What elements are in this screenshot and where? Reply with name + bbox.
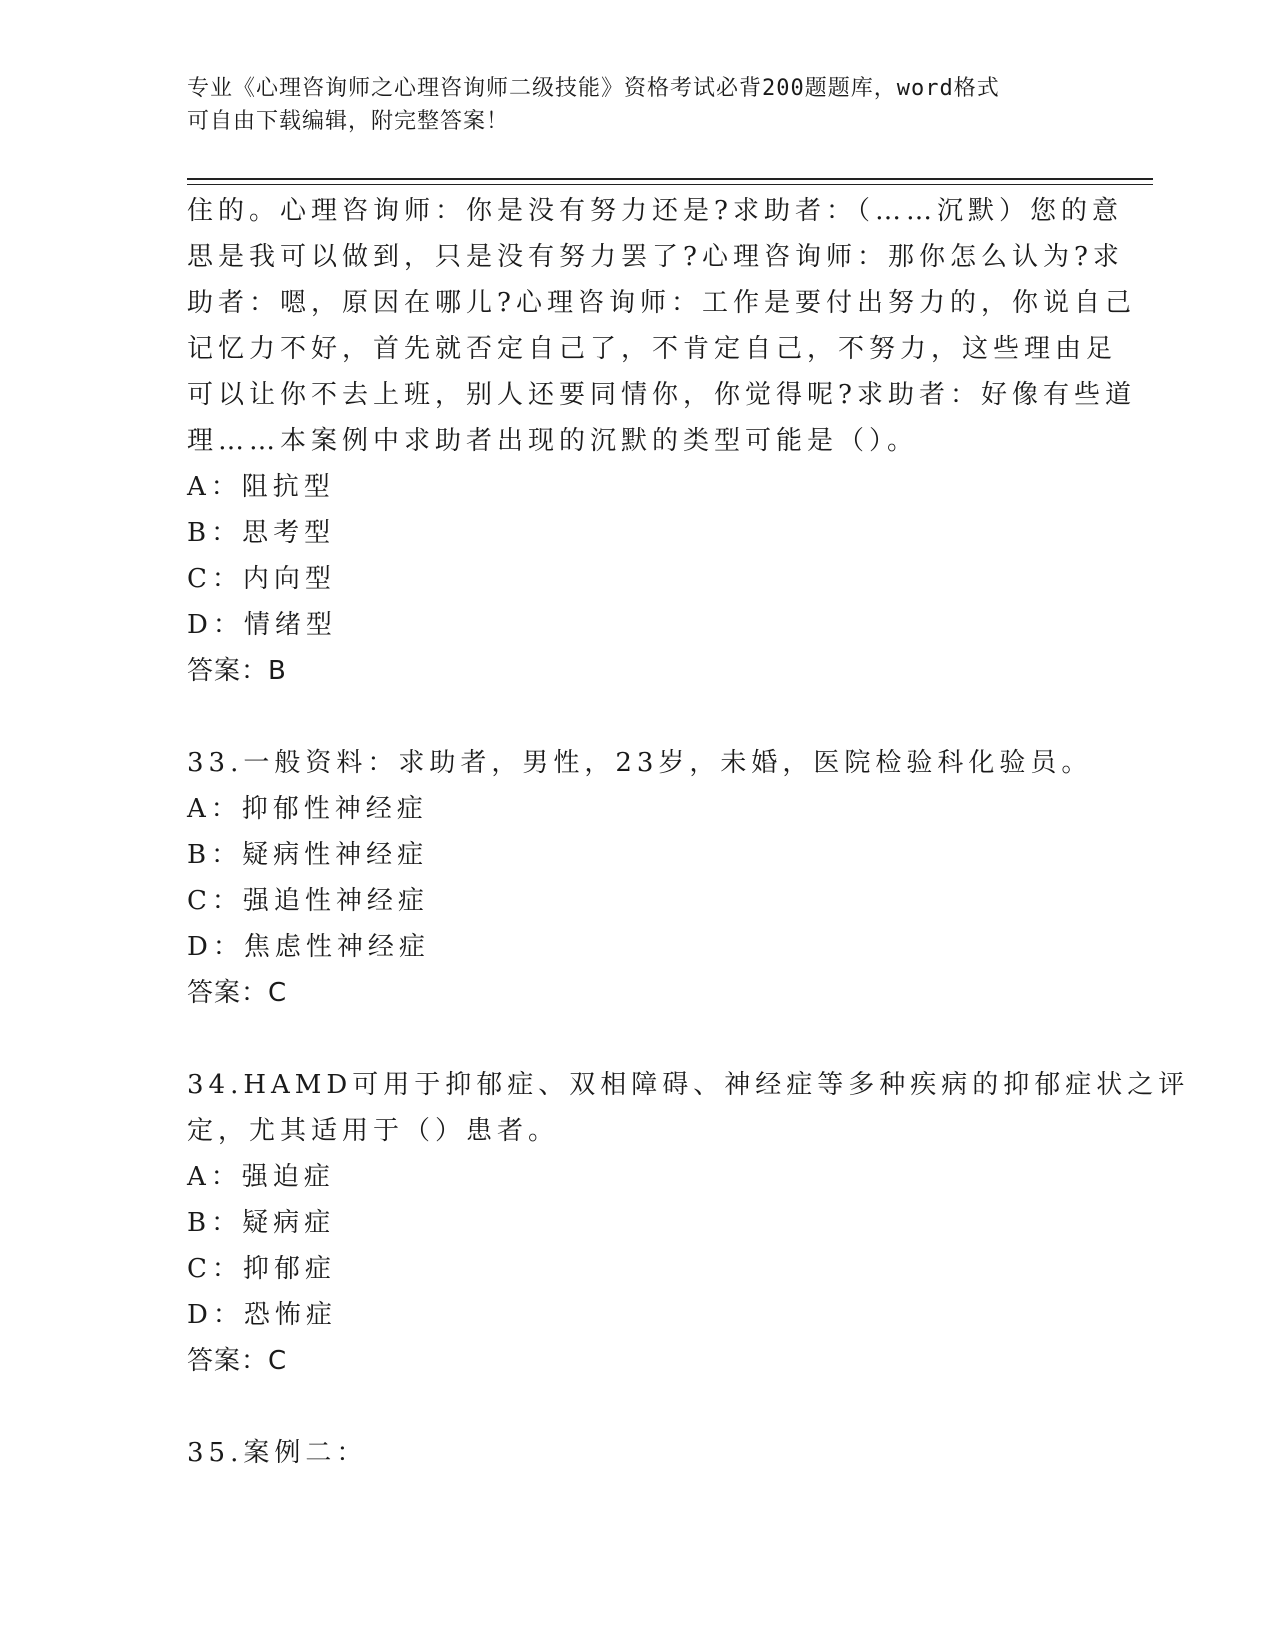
option-d: D：恐怖症 [187, 1300, 337, 1330]
option-c: C：内向型 [187, 564, 336, 594]
page-header [187, 72, 1067, 138]
spacer [187, 1016, 1087, 1062]
header-title-line-1: 专业《心理咨询师之心理咨询师二级技能》资格考试必背200题题库，word格式 [187, 76, 1000, 101]
question-text-line: 助者：嗯，原因在哪儿?心理咨询师：工作是要付出努力的，你说自己 [187, 288, 1136, 318]
question-stem: 33.一般资料：求助者，男性，23岁，未婚，医院检验科化验员。 [187, 748, 1093, 778]
question-34 [187, 1062, 1190, 1384]
option-c: C：强追性神经症 [187, 886, 429, 916]
answer: 答案：B [187, 656, 287, 686]
question-35 [187, 1430, 1087, 1476]
question-32-continuation [187, 188, 1136, 694]
answer: 答案：C [187, 978, 288, 1008]
option-b: B：疑病性神经症 [187, 840, 429, 870]
option-c: C：抑郁症 [187, 1254, 336, 1284]
question-text-line: 理……本案例中求助者出现的沉默的类型可能是（）。 [187, 426, 919, 456]
document-body [187, 188, 1190, 1476]
option-a: A：抑郁性神经症 [187, 794, 428, 824]
option-d: D：焦虑性神经症 [187, 932, 430, 962]
question-text-line: 住的。心理咨询师：你是没有努力还是?求助者：（……沉默）您的意 [187, 196, 1123, 226]
question-text-line: 思是我可以做到，只是没有努力罢了?心理咨询师：那你怎么认为?求 [187, 242, 1124, 272]
spacer [187, 1384, 1087, 1430]
header-divider-thick [187, 178, 1153, 180]
option-a: A：阻抗型 [187, 472, 335, 502]
option-a: A：强迫症 [187, 1162, 335, 1192]
spacer [187, 694, 1087, 740]
question-stem-line: 34.HAMD可用于抑郁症、双相障碍、神经症等多种疾病的抑郁症状之评 [187, 1070, 1190, 1100]
question-text-line: 记忆力不好，首先就否定自己了，不肯定自己，不努力，这些理由足 [187, 334, 1118, 364]
option-b: B：思考型 [187, 518, 336, 548]
option-b: B：疑病症 [187, 1208, 336, 1238]
question-33 [187, 740, 1093, 1016]
question-stem: 35.案例二： [187, 1438, 368, 1468]
option-d: D：情绪型 [187, 610, 337, 640]
question-text-line: 可以让你不去上班，别人还要同情你，你觉得呢?求助者：好像有些道 [187, 380, 1136, 410]
header-divider-thin [187, 184, 1153, 185]
question-stem-line: 定，尤其适用于（）患者。 [187, 1116, 560, 1146]
answer: 答案：C [187, 1346, 288, 1376]
header-title-line-2: 可自由下载编辑，附完整答案！ [187, 109, 510, 134]
